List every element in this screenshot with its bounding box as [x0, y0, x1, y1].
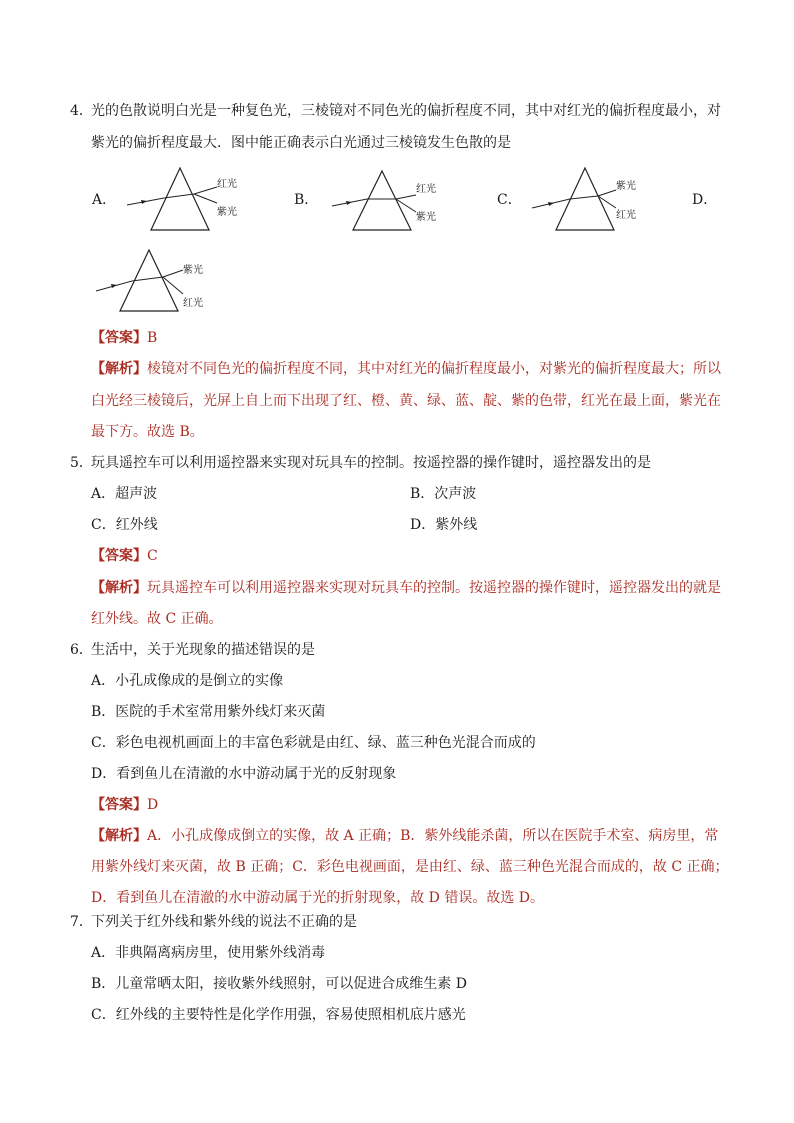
analysis-text: A．小孔成像成倒立的实像，故 A 正确；B．紫外线能杀菌，所以在医院手术室、病房里，常: [147, 828, 719, 844]
arrow-head: [141, 200, 147, 204]
q4-c-bottom-label: 红光: [616, 210, 636, 221]
q7-number: 7．: [70, 914, 93, 930]
analysis-text: 玩具遥控车可以利用遥控器来实现对玩具车的控制。按遥控器的操作键时，遥控器发出的就是: [147, 580, 721, 596]
analysis-tag: 【解析】: [91, 361, 147, 377]
q4-analysis-line3: 最下方。故选 B。: [91, 424, 204, 440]
q4-option-a-prism-diagram: [125, 165, 255, 233]
q6-option-a: A．小孔成像成的是倒立的实像: [91, 673, 284, 689]
q4-a-bottom-label: 紫光: [217, 207, 237, 218]
arrow-head: [111, 284, 117, 288]
q4-d-top-label: 紫光: [183, 265, 203, 276]
q6-option-d: D．看到鱼儿在清澈的水中游动属于光的反射现象: [91, 766, 397, 782]
exit-ray-top: [163, 270, 183, 277]
q4-option-b-letter: B．: [294, 192, 319, 208]
q5-option-d: D．紫外线: [410, 517, 478, 533]
q6-stem: 生活中，关于光现象的描述错误的是: [91, 642, 315, 658]
q4-option-d-letter: D．: [692, 192, 718, 208]
answer-value: D: [147, 797, 159, 813]
q6-option-b: B．医院的手术室常用紫外线灯来灭菌: [91, 704, 326, 720]
q6-analysis-line2: 用紫外线灯来灭菌，故 B 正确；C．彩色电视画面，是由红、绿、蓝三种色光混合而成的，故 C 正确；: [91, 859, 729, 875]
analysis-tag: 【解析】: [91, 828, 147, 844]
q4-option-b-prism-diagram: [330, 168, 460, 232]
q5-stem: 玩具遥控车可以利用遥控器来实现对玩具车的控制。按遥控器的操作键时，遥控器发出的是: [91, 455, 651, 471]
q6-analysis-line3: D．看到鱼儿在清澈的水中游动属于光的折射现象，故 D 错误。故选 D。: [91, 890, 545, 906]
q6-answer: [91, 795, 158, 815]
q5-option-c: C．红外线: [91, 517, 158, 533]
q4-option-a-letter: A．: [92, 192, 117, 208]
answer-tag: 【答案】: [91, 548, 147, 564]
q4-analysis-line1: [91, 359, 721, 379]
q4-d-bottom-label: 红光: [183, 298, 203, 309]
q4-b-bottom-label: 紫光: [416, 212, 436, 223]
refracted-ray: [132, 277, 163, 281]
q6-option-c: C．彩色电视机画面上的丰富色彩就是由红、绿、蓝三种色光混合而成的: [91, 735, 536, 751]
q7-stem: 下列关于红外线和紫外线的说法不正确的是: [91, 914, 357, 930]
prism-triangle: [556, 168, 614, 230]
q4-b-top-label: 红光: [416, 184, 436, 195]
q4-analysis-line2: 白光经三棱镜后，光屏上自上而下出现了红、橙、黄、绿、蓝、靛、紫的色带，红光在最上面，紫光在: [91, 393, 721, 409]
analysis-tag: 【解析】: [91, 580, 147, 596]
q4-c-top-label: 紫光: [616, 181, 636, 192]
q4-stem-line1: 光的色散说明白光是一种复色光，三棱镜对不同色光的偏折程度不同，其中对红光的偏折程度最小，对: [91, 103, 721, 119]
q4-option-c-letter: C．: [497, 192, 522, 208]
analysis-text: 棱镜对不同色光的偏折程度不同，其中对红光的偏折程度最小，对紫光的偏折程度最大；所以: [147, 361, 721, 377]
prism-triangle: [120, 250, 178, 311]
q7-option-b: B．儿童常晒太阳，接收紫外线照射，可以促进合成维生素 D: [91, 976, 467, 992]
q5-option-a: A．超声波: [91, 486, 158, 502]
q4-option-c-prism-diagram: [530, 165, 660, 233]
exit-ray-bottom: [194, 194, 217, 203]
exit-ray-top: [194, 187, 217, 194]
q7-option-a: A．非典隔离病房里，使用紫外线消毒: [91, 945, 326, 961]
exit-ray-top: [598, 190, 616, 196]
answer-value: B: [147, 330, 158, 346]
q4-a-top-label: 红光: [217, 179, 237, 190]
refracted-ray: [164, 194, 194, 198]
q5-analysis-line2: 红外线。故 C 正确。: [91, 611, 223, 627]
q6-analysis-line1: [91, 826, 718, 846]
q4-answer: [91, 328, 157, 348]
q6-number: 6．: [70, 642, 93, 658]
exit-ray-top: [396, 195, 416, 199]
q4-stem-line2: 紫光的偏折程度最大．图中能正确表示白光通过三棱镜发生色散的是: [91, 135, 511, 151]
q5-analysis-line1: [91, 578, 721, 598]
q5-option-b: B．次声波: [410, 486, 477, 502]
q5-answer: [91, 546, 158, 566]
q5-number: 5．: [70, 455, 93, 471]
answer-tag: 【答案】: [91, 797, 147, 813]
answer-tag: 【答案】: [91, 330, 147, 346]
answer-value: C: [147, 548, 158, 564]
q7-option-c: C．红外线的主要特性是化学作用强，容易使照相机底片感光: [91, 1007, 466, 1023]
q4-number: 4．: [70, 103, 93, 119]
arrow-head: [346, 201, 352, 205]
refracted-ray: [570, 196, 598, 199]
q4-option-d-prism-diagram: [93, 248, 223, 316]
